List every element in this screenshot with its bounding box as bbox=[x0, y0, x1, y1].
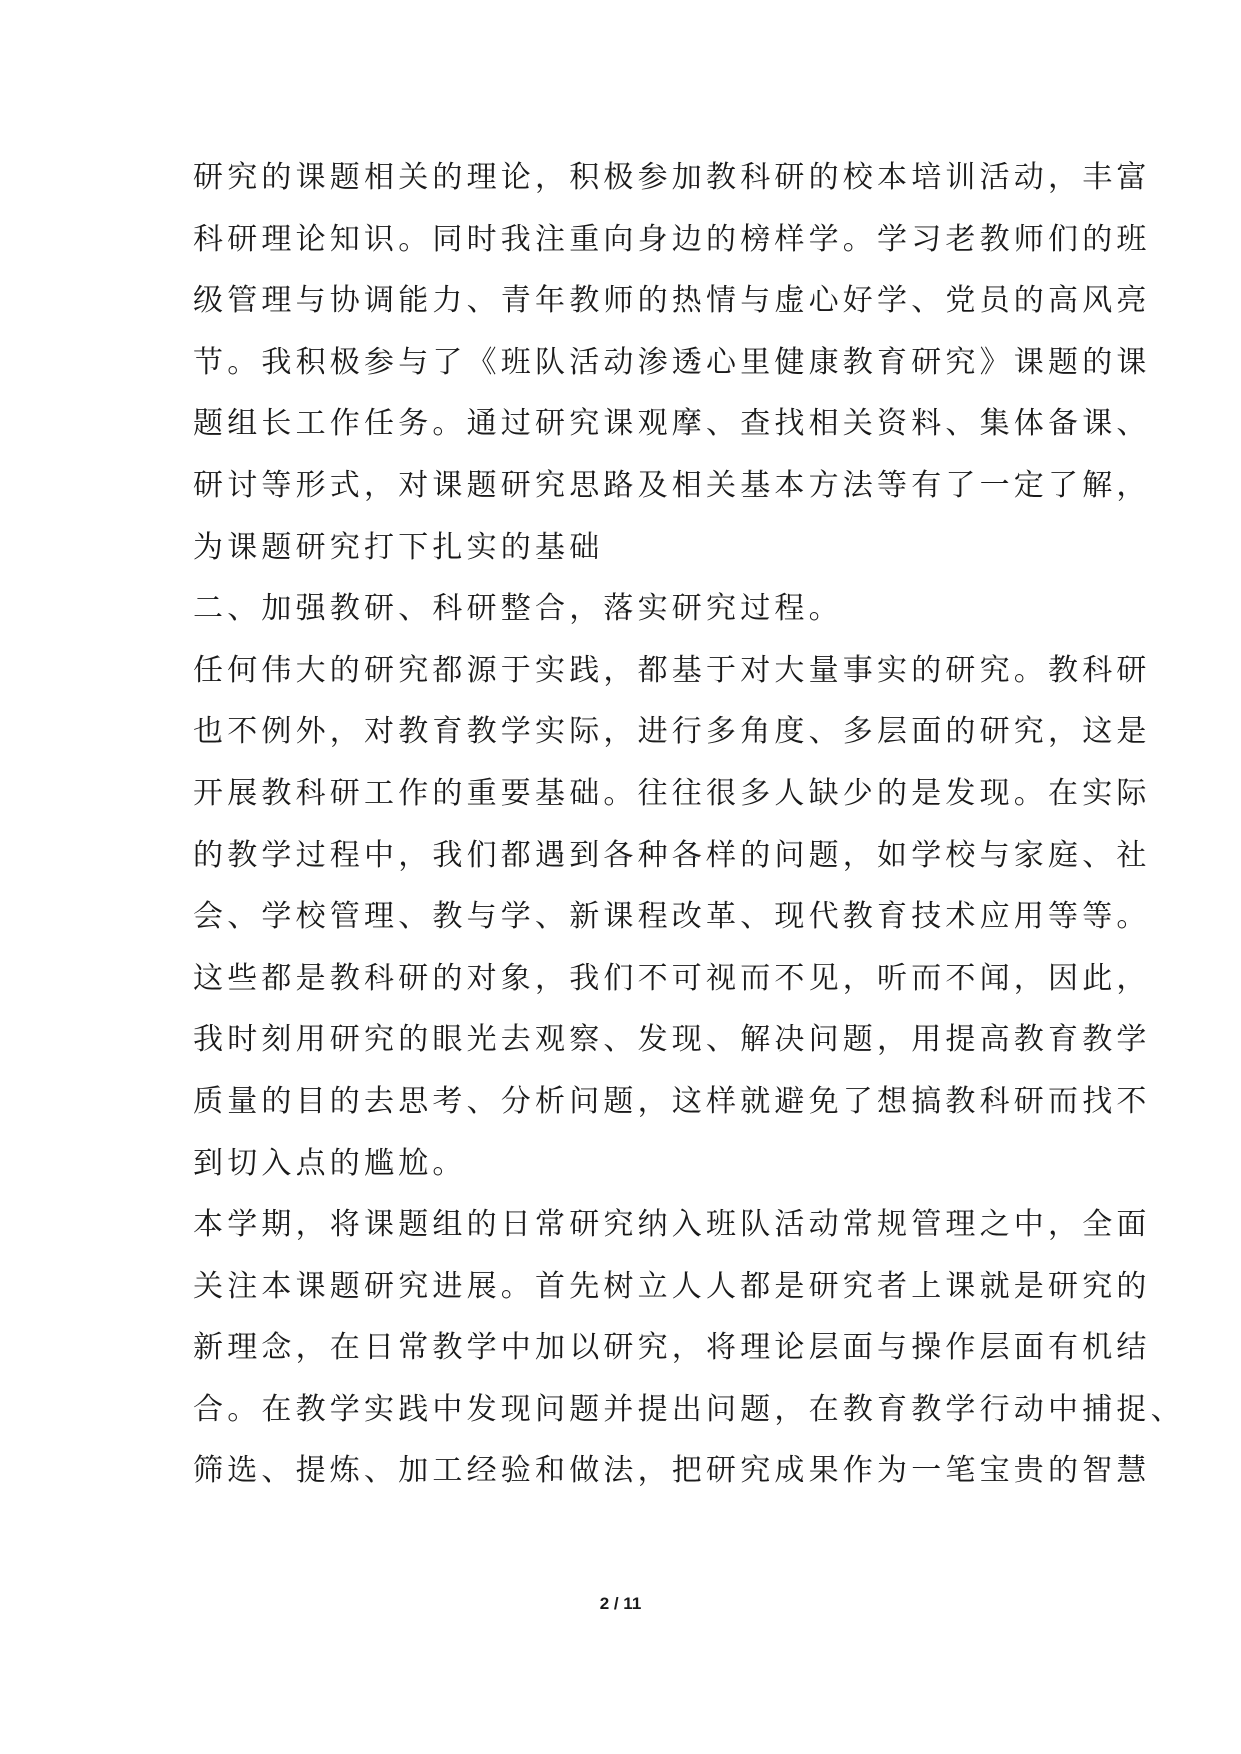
text-line: 节。我积极参与了《班队活动渗透心里健康教育研究》课题的课 bbox=[193, 344, 1151, 380]
text-line: 关注本课题研究进展。首先树立人人都是研究者上课就是研究的 bbox=[193, 1268, 1151, 1304]
section-heading: 二、加强教研、科研整合，落实研究过程。 bbox=[193, 591, 843, 627]
text-line: 为课题研究打下扎实的基础 bbox=[193, 529, 604, 565]
text-line: 新理念，在日常教学中加以研究，将理论层面与操作层面有机结 bbox=[193, 1330, 1151, 1366]
text-line: 开展教科研工作的重要基础。往往很多人缺少的是发现。在实际 bbox=[193, 775, 1151, 811]
text-line: 本学期，将课题组的日常研究纳入班队活动常规管理之中，全面 bbox=[193, 1207, 1151, 1243]
text-line: 研究的课题相关的理论，积极参加教科研的校本培训活动，丰富 bbox=[193, 160, 1151, 195]
body-text bbox=[193, 147, 1185, 1502]
text-line: 级管理与协调能力、青年教师的热情与虚心好学、党员的高风亮 bbox=[193, 283, 1151, 319]
text-line: 质量的目的去思考、分析问题，这样就避免了想搞教科研而找不 bbox=[193, 1083, 1151, 1119]
text-line: 的教学过程中，我们都遇到各种各样的问题，如学校与家庭、社 bbox=[193, 837, 1151, 873]
text-line: 这些都是教科研的对象，我们不可视而不见，听而不闻，因此， bbox=[193, 960, 1151, 996]
text-line: 我时刻用研究的眼光去观察、发现、解决问题，用提高教育教学 bbox=[193, 1022, 1151, 1058]
text-line: 题组长工作任务。通过研究课观摩、查找相关资料、集体备课、 bbox=[193, 406, 1151, 442]
text-line: 合。在教学实践中发现问题并提出问题，在教育教学行动中捕捉、 bbox=[193, 1391, 1185, 1427]
text-line: 筛选、提炼、加工经验和做法，把研究成果作为一笔宝贵的智慧 bbox=[193, 1453, 1151, 1489]
text-line: 科研理论知识。同时我注重向身边的榜样学。学习老教师们的班 bbox=[193, 221, 1151, 257]
text-line: 也不例外，对教育教学实际，进行多角度、多层面的研究，这是 bbox=[193, 714, 1151, 750]
text-line: 到切入点的尴尬。 bbox=[193, 1145, 467, 1181]
text-line: 会、学校管理、教与学、新课程改革、现代教育技术应用等等。 bbox=[193, 899, 1151, 935]
text-line: 研讨等形式，对课题研究思路及相关基本方法等有了一定了解， bbox=[193, 467, 1151, 503]
text-line: 任何伟大的研究都源于实践，都基于对大量事实的研究。教科研 bbox=[193, 652, 1151, 688]
page-number: 2 / 11 bbox=[599, 1594, 642, 1613]
